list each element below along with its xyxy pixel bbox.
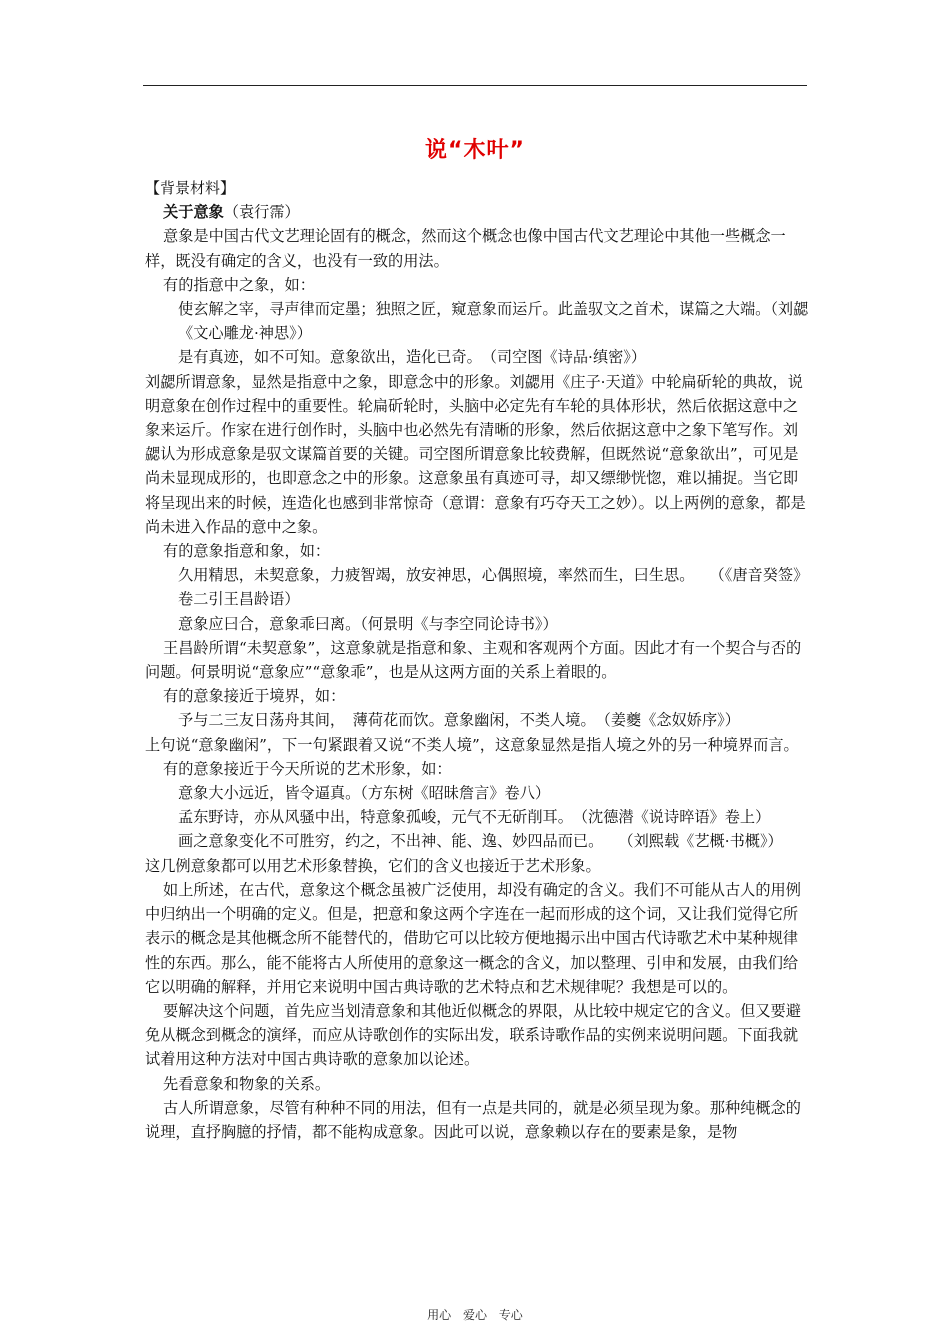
quotation: 久用精思，未契意象，力疲智竭，放安神思，心偶照境，率然而生，曰生思。 （《唐音癸签》卷二引王昌龄语） (178, 566, 809, 609)
quotation: 画之意象变化不可胜穷，约之，不出神、能、逸、妙四品而已。 （刘熙载《艺概·书概》） (178, 832, 783, 851)
paragraph: 这几例意象都可以用艺术形象替换，它们的含义也接近于艺术形象。 (145, 856, 601, 875)
quotation: 是有真迹，如不可知。意象欲出，造化已奇。 （司空图《诗品·缜密》） (178, 348, 647, 367)
header-rule (143, 85, 807, 86)
quotation: 意象应曰合，意象乖曰离。（何景明《与李空同论诗书》） (178, 614, 558, 633)
page-title: 说“木叶” (425, 138, 525, 163)
section-header: 【背景材料】 (145, 179, 236, 197)
quotation: 意象大小远近，皆令逼真。（方东树《昭昧詹言》卷八） (178, 784, 551, 803)
paragraph: 意象是中国古代文艺理论固有的概念，然而这个概念也像中国古代文艺理论中其他一些概念一样，既没有确定的含义，也没有一致的用法。 (145, 227, 786, 270)
paragraph: 有的意象指意和象，如： (163, 542, 331, 561)
paragraph: 有的意象接近于今天所说的艺术形象，如： (163, 759, 452, 778)
paragraph: 有的意象接近于境界，如： (163, 687, 346, 706)
paragraph: 古人所谓意象，尽管有种种不同的用法，但有一点是共同的，就是必须呈现为象。那种纯概念的说理，直抒胸臆的抒情，都不能构成意象。因此可以说，意象赖以存在的要素是象，是物 (145, 1098, 801, 1141)
paragraph: 有的指意中之象，如： (163, 275, 315, 294)
paragraph: 上句说“意象幽闲”，下一句紧跟着又说“不类人境”，这意象显然是指人境之外的另一种境界而言。 (145, 735, 799, 754)
paragraph: 先看意象和物象的关系。 (163, 1074, 331, 1093)
quotation: 使玄解之宰，寻声律而定墨；独照之匠，窥意象而运斤。此盖驭文之首术，谋篇之大端。（刘勰《文心雕龙·神思》） (178, 300, 809, 343)
subsection-title: 关于意象 (163, 203, 224, 222)
quotation: 予与二三友日荡舟其间， 薄荷花而饮。意象幽闲，不类人境。 （姜夔《念奴娇序》） (178, 711, 740, 730)
paragraph: 王昌龄所谓“未契意象”，这意象就是指意和象、主观和客观两个方面。因此才有一个契合与否的问题。何景明说“意象应”“意象乖”，也是从这两方面的关系上着眼的。 (145, 638, 802, 682)
paragraph: 刘勰所谓意象，显然是指意中之象，即意念中的形象。刘勰用《庄子·天道》中轮扁斫轮的典故，说明意象在创作过程中的重要性。轮扁斫轮时，头脑中必定先有车轮的具体形状，然后依据这意中之象来运斤。作家在进行创作时，头脑中也必然先有清晰的形象，然后依据这意中之象下笔写作。刘勰认为形成意象是驭文谋篇首要的关键。司空图所谓意象比较费解，但既然说“意象欲出”，可见是尚未显现成形的，也即意念之中的形象。这意象虽有真迹可寻，却又缥缈恍惚，难以捕捉。当它即将呈现出来的时候，连造化也感到非常惊奇（意谓：意象有巧夺天工之妙）。以上两例的意象，都是尚未进入作品的意中之象。 (145, 372, 806, 536)
page-footer: 用心 爱心 专心 (427, 1308, 523, 1322)
subsection-heading (145, 200, 810, 224)
article-body (145, 176, 810, 1144)
quotation: 孟东野诗，亦从风骚中出，特意象孤峻，元气不无斫削耳。 （沈德潜《说诗晬语》卷上） (178, 808, 771, 827)
subsection-author: （袁行霈） (223, 203, 300, 222)
paragraph: 如上所述，在古代，意象这个概念虽被广泛使用，却没有确定的含义。我们不可能从古人的用例中归纳出一个明确的定义。但是，把意和象这两个字连在一起而形成的这个词，又让我们觉得它所表示的概念是其他概念所不能替代的，借助它可以比较方便地揭示出中国古代诗歌艺术中某种规律性的东西。那么，能不能将古人所使用的意象这一概念的含义，加以整理、引申和发展，由我们给它以明确的解释，并用它来说明中国古典诗歌的艺术特点和艺术规律呢？我想是可以的。 (145, 880, 801, 996)
paragraph: 要解决这个问题，首先应当划清意象和其他近似概念的界限，从比较中规定它的含义。但又要避免从概念到概念的演绎，而应从诗歌创作的实际出发，联系诗歌作品的实例来说明问题。下面我就试着用这种方法对中国古典诗歌的意象加以论述。 (145, 1001, 801, 1069)
